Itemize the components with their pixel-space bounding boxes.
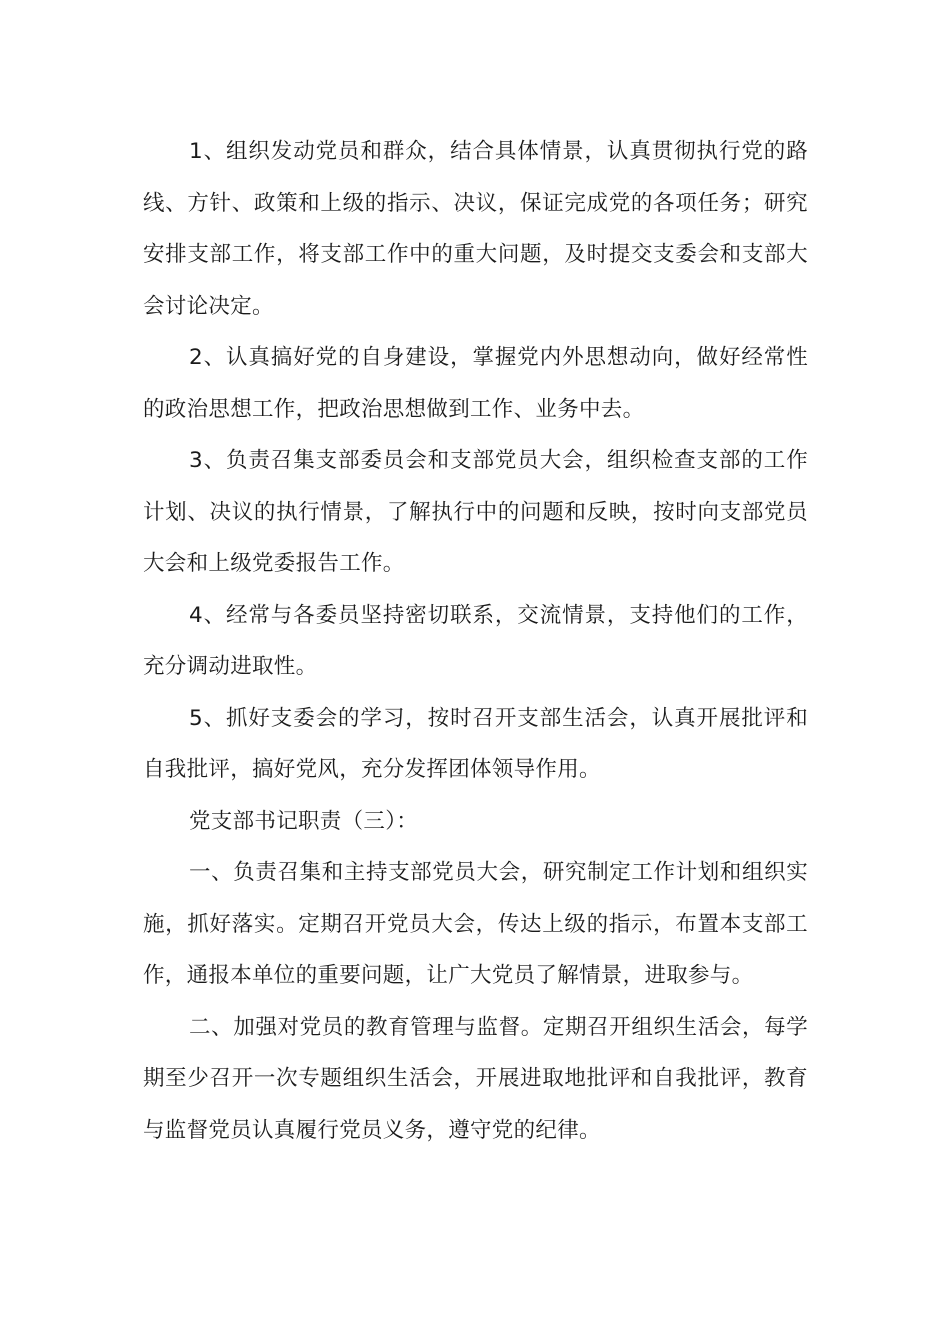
paragraph-section-item-1: 一、负责召集和主持支部党员大会，研究制定工作计划和组织实施，抓好落实。定期召开党员大会，传达上级的指示，布置本支部工作，通报本单位的重要问题，让广大党员了解情景，进取参与。 <box>143 860 808 988</box>
paragraph-section-item-2: 二、加强对党员的教育管理与监督。定期召开组织生活会，每学期至少召开一次专题组织生活会，开展进取地批评和自我批评，教育与监督党员认真履行党员义务，遵守党的纪律。 <box>143 1014 808 1143</box>
paragraph-duty-2: 2、认真搞好党的自身建设，掌握党内外思想动向，做好经常性的政治思想工作，把政治思想做到工作、业务中去。 <box>143 345 808 422</box>
section-heading: 党支部书记职责（三）： <box>189 808 419 834</box>
paragraph-duty-5: 5、抓好支委会的学习，按时召开支部生活会，认真开展批评和自我批评，搞好党风，充分发挥团体领导作用。 <box>143 705 808 782</box>
paragraph-duty-1: 1、组织发动党员和群众，结合具体情景，认真贯彻执行党的路线、方针、政策和上级的指示、决议，保证完成党的各项任务；研究安排支部工作，将支部工作中的重大问题，及时提交支委会和支部大会讨论决定。 <box>143 139 808 319</box>
paragraph-duty-3: 3、负责召集支部委员会和支部党员大会，组织检查支部的工作计划、决议的执行情景，了解执行中的问题和反映，按时向支部党员大会和上级党委报告工作。 <box>143 448 808 576</box>
paragraph-duty-4: 4、经常与各委员坚持密切联系，交流情景，支持他们的工作，充分调动进取性。 <box>143 602 808 679</box>
document-body <box>143 126 808 1156</box>
